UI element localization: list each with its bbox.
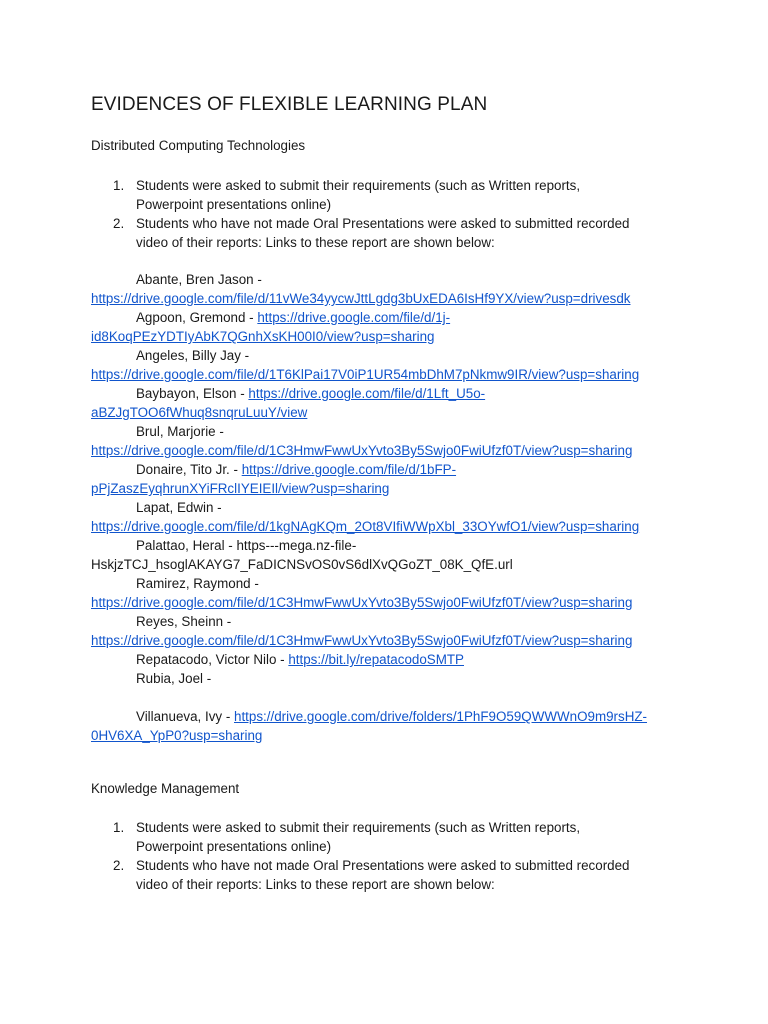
student-name: Repatacodo, Victor Nilo - xyxy=(136,652,289,667)
list-number: 2. xyxy=(113,858,125,873)
section1-requirements-list xyxy=(91,176,691,252)
student-name: Abante, Bren Jason - xyxy=(136,272,262,287)
mega-link-text: HskjzTCJ_hsoglAKAYG7_FaDICNSvOS0vS6dlXvQGoZT_08K_QfE.url xyxy=(91,557,513,572)
drive-link-continued[interactable]: pPjZaszEyqhrunXYiFRclIYEIEIl/view?usp=sharing xyxy=(91,481,390,496)
student-name: Angeles, Billy Jay - xyxy=(136,348,250,363)
student-name: Agpoon, Gremond - xyxy=(136,310,258,325)
student-name: Reyes, Sheinn - xyxy=(136,614,232,629)
student-name: Donaire, Tito Jr. - xyxy=(136,462,242,477)
list-item-text: Students were asked to submit their requirements (such as Written reports, xyxy=(136,178,581,193)
section-heading-distributed-computing: Distributed Computing Technologies xyxy=(91,138,306,153)
drive-link[interactable]: https://drive.google.com/file/d/1T6KlPai17V0iP1UR54mbDhM7pNkmw9IR/view?usp=sharing xyxy=(91,367,640,382)
drive-folder-link-continued[interactable]: 0HV6XA_YpP0?usp=sharing xyxy=(91,728,263,743)
list-number: 1. xyxy=(113,178,125,193)
drive-link[interactable]: https://drive.google.com/file/d/1kgNAgKQm_2Ot8VIfiWWpXbl_33OYwfO1/view?usp=sharing xyxy=(91,519,640,534)
list-item-text: Powerpoint presentations online) xyxy=(136,839,332,854)
drive-link[interactable]: https://drive.google.com/file/d/11vWe34yycwJttLgdg3bUxEDA6IsHf9YX/view?usp=drivesdk xyxy=(91,291,631,306)
bitly-link[interactable]: https://bit.ly/repatacodoSMTP xyxy=(288,652,464,667)
section2-requirements-list xyxy=(91,818,691,894)
drive-link[interactable]: https://drive.google.com/file/d/1C3HmwFwwUxYvto3By5Swjo0FwiUfzf0T/view?usp=sharing xyxy=(91,443,633,458)
drive-link[interactable]: https://drive.google.com/file/d/1j- xyxy=(257,310,451,325)
drive-link-continued[interactable]: aBZJgTOO6fWhuq8snqruLuuY/view xyxy=(91,405,308,420)
list-item xyxy=(91,856,691,894)
list-item-text: video of their reports: Links to these report are shown below: xyxy=(136,877,495,892)
student-name: Brul, Marjorie - xyxy=(136,424,224,439)
list-number: 1. xyxy=(113,820,125,835)
student-links-list xyxy=(91,270,691,745)
drive-link-continued[interactable]: id8KoqPEzYDTIyAbK7QGnhXsKH00I0/view?usp=sharing xyxy=(91,329,435,344)
student-name-with-text-link: Palattao, Heral - https---mega.nz-file- xyxy=(136,538,357,553)
list-number: 2. xyxy=(113,216,125,231)
document-title: EVIDENCES OF FLEXIBLE LEARNING PLAN xyxy=(91,94,488,115)
drive-link[interactable]: https://drive.google.com/file/d/1bFP- xyxy=(241,462,457,477)
student-name: Rubia, Joel - xyxy=(136,671,212,686)
blank-line xyxy=(91,688,691,707)
student-name: Villanueva, Ivy - xyxy=(136,709,234,724)
drive-folder-link[interactable]: https://drive.google.com/drive/folders/1PhF9O59QWWWnO9m9rsHZ- xyxy=(234,709,648,724)
list-item-text: video of their reports: Links to these report are shown below: xyxy=(136,235,495,250)
section-heading-knowledge-management: Knowledge Management xyxy=(91,781,240,796)
list-item xyxy=(91,214,691,252)
list-item-text: Powerpoint presentations online) xyxy=(136,197,332,212)
list-item xyxy=(91,176,691,214)
list-item-text: Students who have not made Oral Presentations were asked to submitted recorded xyxy=(136,858,630,873)
list-item xyxy=(91,818,691,856)
drive-link[interactable]: https://drive.google.com/file/d/1C3HmwFwwUxYvto3By5Swjo0FwiUfzf0T/view?usp=sharing xyxy=(91,633,633,648)
list-item-text: Students were asked to submit their requirements (such as Written reports, xyxy=(136,820,581,835)
drive-link[interactable]: https://drive.google.com/file/d/1Lft_U5o- xyxy=(248,386,486,401)
student-name: Baybayon, Elson - xyxy=(136,386,249,401)
drive-link[interactable]: https://drive.google.com/file/d/1C3HmwFwwUxYvto3By5Swjo0FwiUfzf0T/view?usp=sharing xyxy=(91,595,633,610)
student-name: Ramirez, Raymond - xyxy=(136,576,259,591)
student-name: Lapat, Edwin - xyxy=(136,500,222,515)
list-item-text: Students who have not made Oral Presentations were asked to submitted recorded xyxy=(136,216,630,231)
